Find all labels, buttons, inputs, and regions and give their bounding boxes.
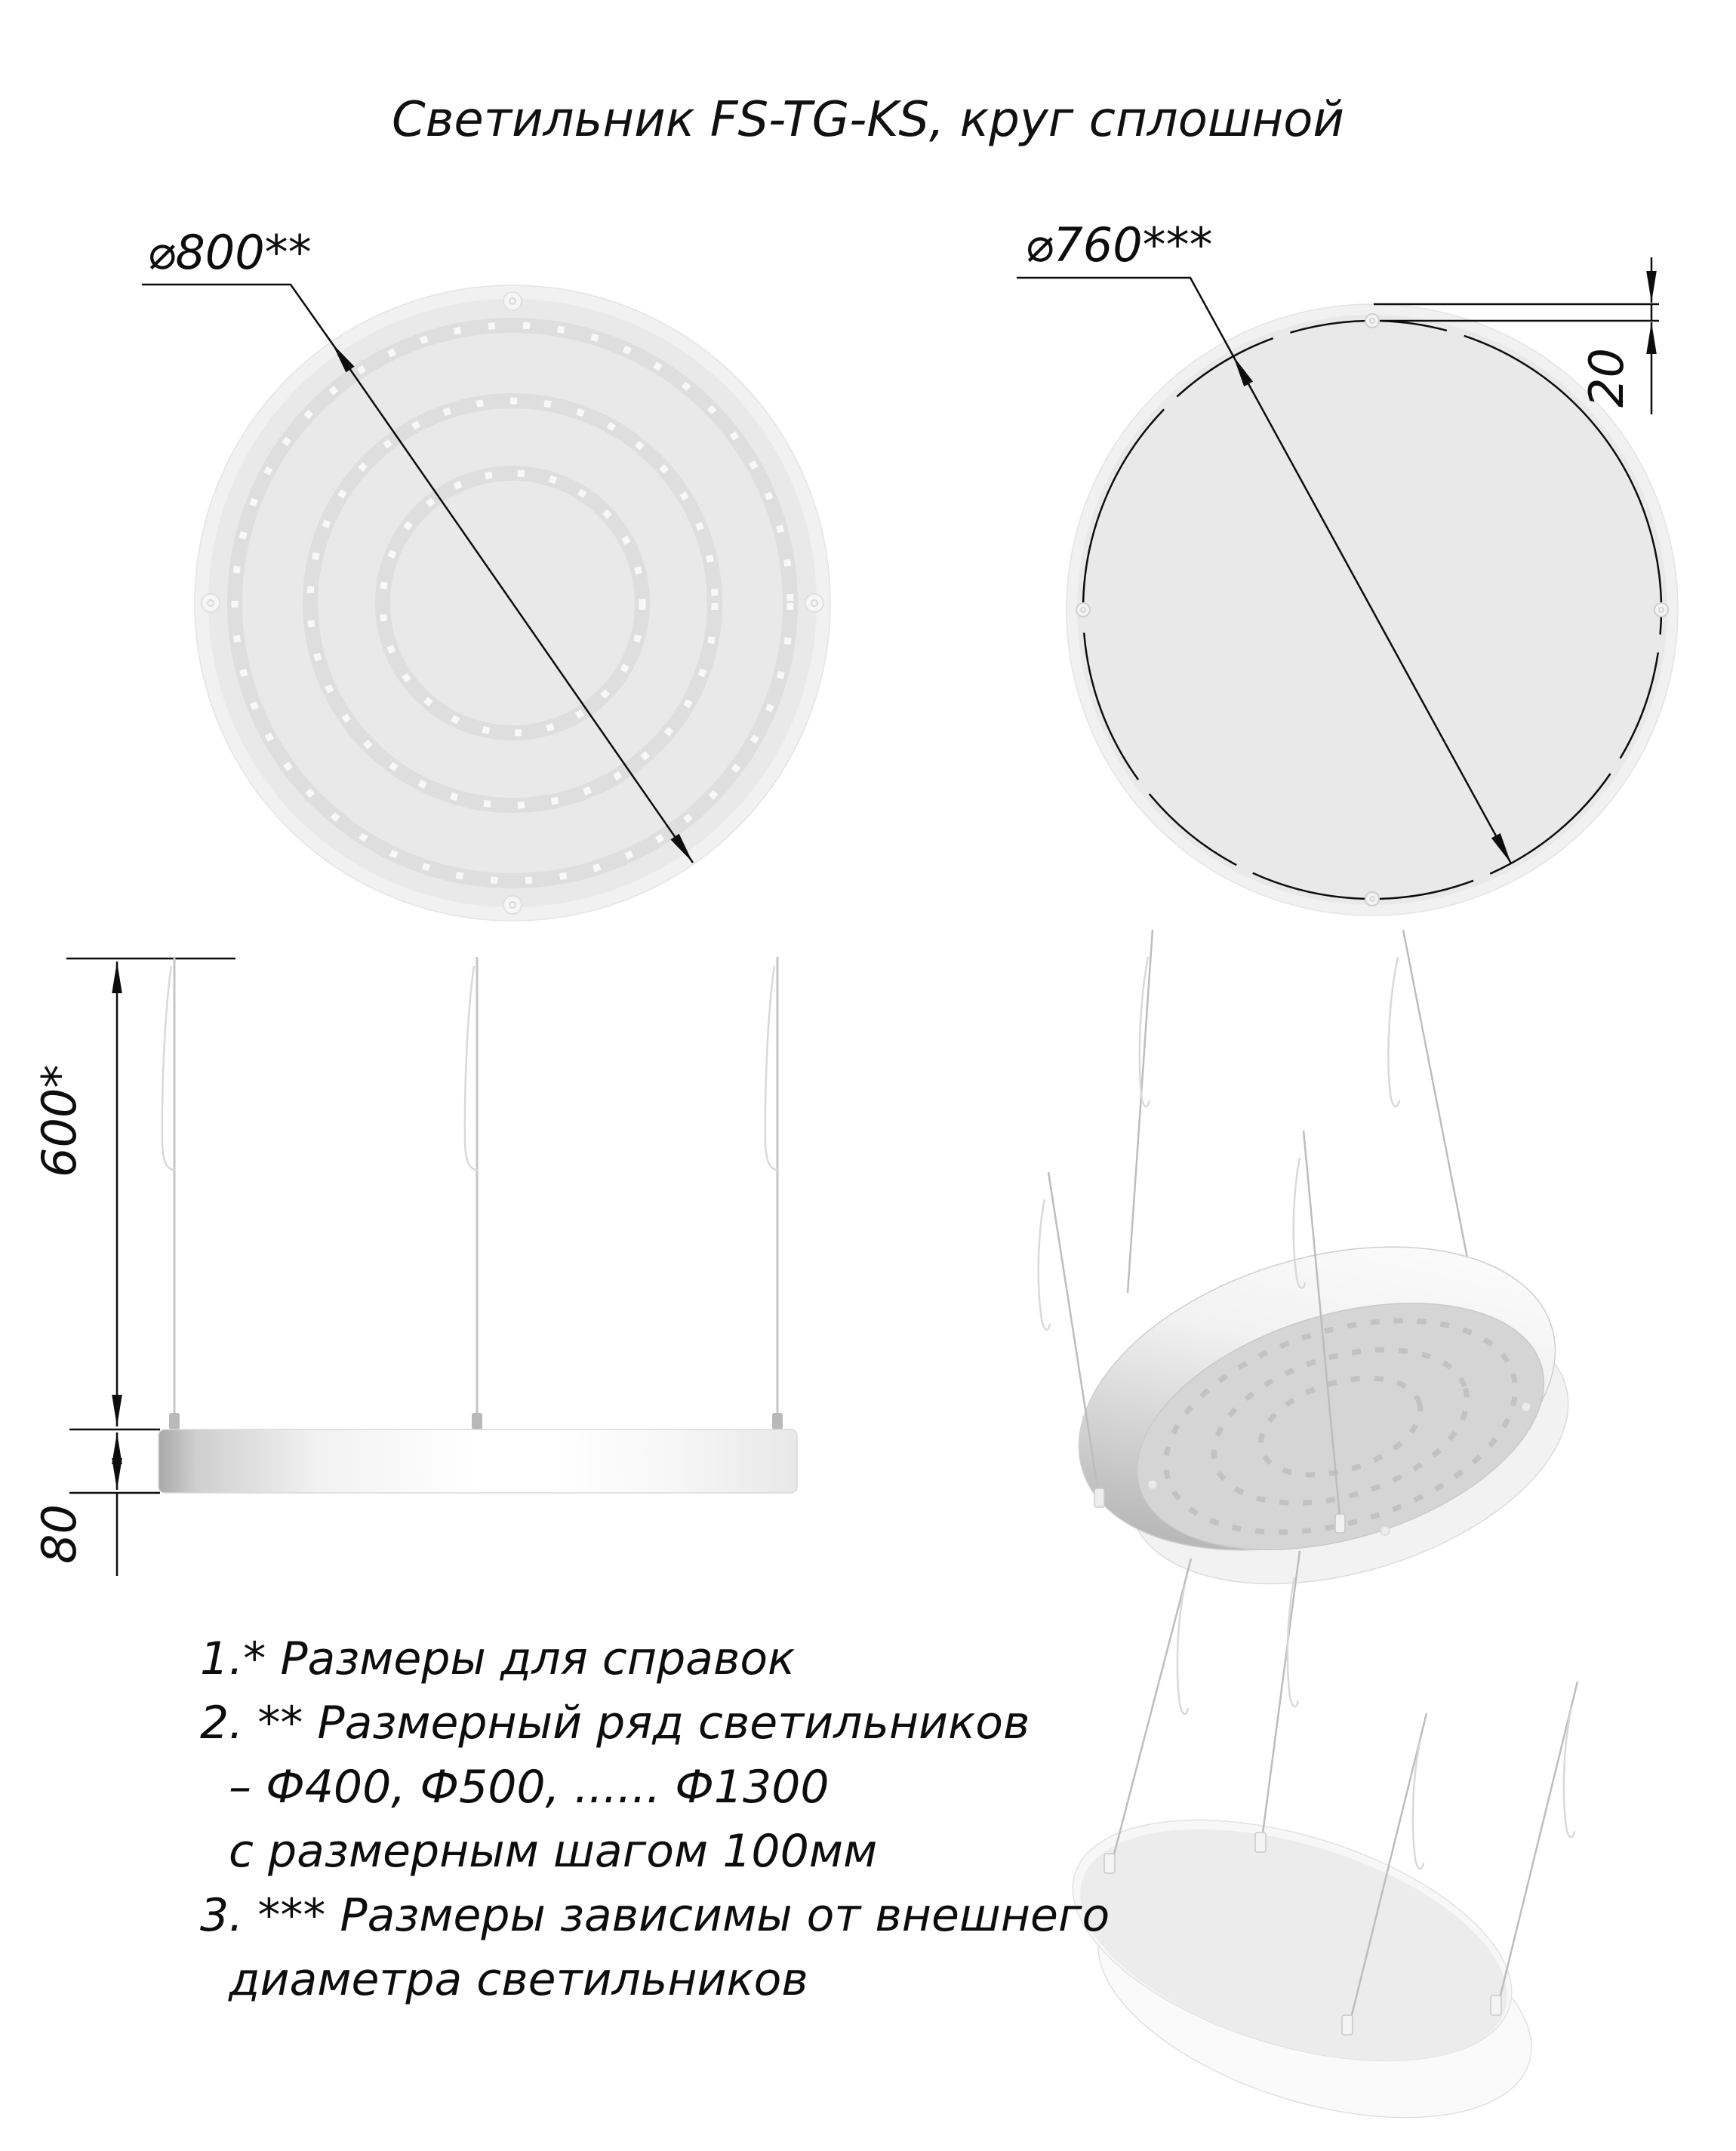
mounting-hole	[1148, 1480, 1157, 1489]
note-line: 2. ** Размерный ряд светильников	[200, 1697, 1030, 1749]
suspension-cable	[1403, 930, 1469, 1266]
mounting-hole	[1365, 314, 1379, 328]
mounting-hole	[1654, 603, 1668, 617]
back-view	[965, 202, 1736, 1017]
rim-offset-label: 20	[1579, 348, 1634, 408]
note-line: с размерным шагом 100мм	[229, 1825, 878, 1878]
lamp-body	[159, 1429, 797, 1493]
suspension-cable	[1048, 1172, 1100, 1506]
mounting-hole	[1076, 603, 1090, 617]
diameter-leader	[142, 285, 332, 343]
cable-fitting	[1491, 1996, 1501, 2015]
note-line: – Ф400, Ф500, ...... Ф1300	[229, 1761, 830, 1814]
cable-fitting	[1094, 1488, 1104, 1507]
drawing-title: Светильник FS-TG-KS, круг сплошной	[391, 92, 1345, 148]
cable-gripper-loop	[765, 966, 778, 1170]
cable-fitting	[1335, 1514, 1345, 1533]
cable-fitting	[1342, 2015, 1353, 2035]
mounting-hole	[503, 292, 522, 310]
mounting-hole	[1365, 892, 1379, 906]
notes-block	[200, 1627, 1332, 2012]
mounting-hole	[1522, 1402, 1531, 1411]
cable-fitting	[169, 1413, 180, 1429]
body-height-label: 80	[32, 1504, 87, 1564]
suspension-height-label: 600*	[32, 1064, 87, 1177]
front-view	[142, 225, 830, 921]
mounting-hole	[1380, 1526, 1390, 1535]
suspension-cable	[1128, 930, 1153, 1293]
cable-fitting	[472, 1413, 482, 1429]
note-line: 1.* Размеры для справок	[200, 1632, 796, 1685]
cable-fitting	[772, 1413, 783, 1429]
mounting-hole	[503, 896, 522, 914]
mounting-hole	[202, 594, 220, 612]
cable-gripper-loop	[1388, 957, 1399, 1106]
note-line: диаметра светильников	[229, 1953, 808, 2006]
front-diameter-label: ⌀800**	[147, 225, 312, 280]
suspension-cable	[1496, 1682, 1577, 2014]
mounting-hole	[805, 594, 823, 612]
side-view	[32, 957, 797, 1576]
back-diameter-label: ⌀760***	[1025, 217, 1213, 272]
cable-gripper-loop	[465, 966, 478, 1170]
note-line: 3. *** Размеры зависимы от внешнего	[200, 1889, 1110, 1942]
cable-gripper-loop	[1140, 957, 1150, 1106]
cable-gripper-loop	[1039, 1199, 1050, 1330]
diameter-leader	[1017, 278, 1233, 356]
iso-view-bottom	[1039, 930, 1601, 1632]
cable-gripper-loop	[162, 966, 175, 1170]
